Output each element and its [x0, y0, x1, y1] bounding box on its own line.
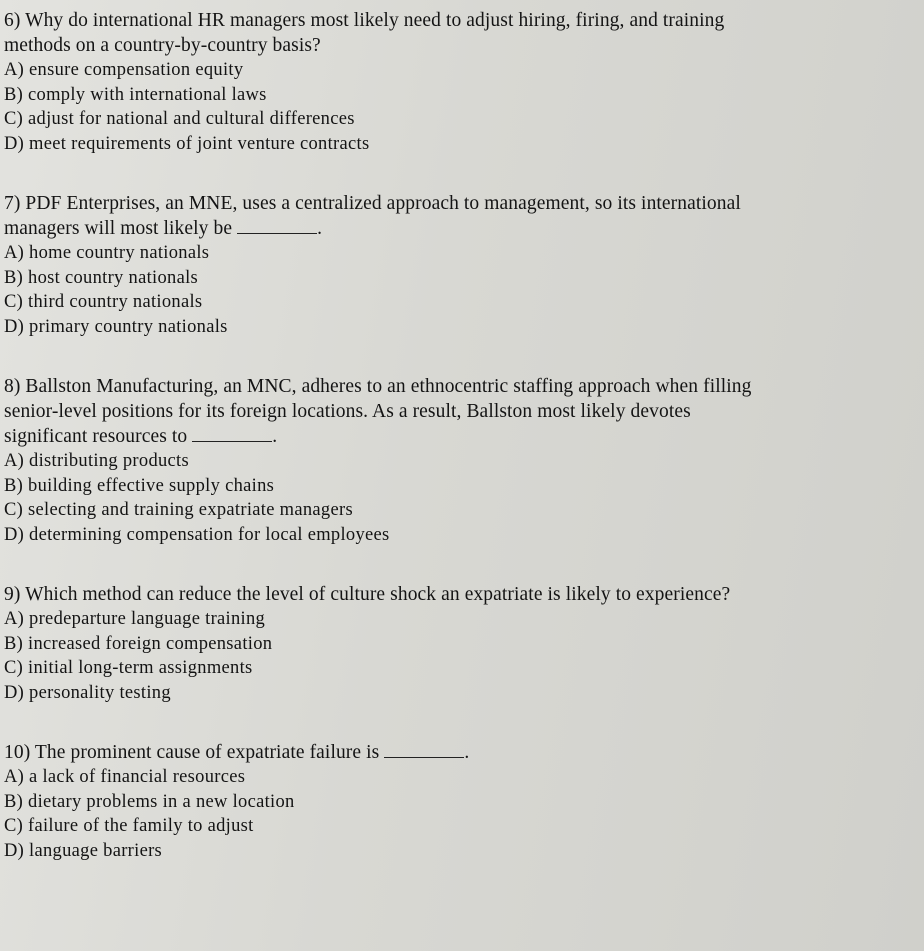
question-8	[4, 374, 904, 547]
answer-blank	[237, 217, 317, 234]
question-9-option-c: C) initial long-term assignments	[4, 658, 253, 678]
question-6-stem-line-1: 6) Why do international HR managers most likely need to adjust hiring, firing, and training	[4, 10, 725, 31]
question-7-stem-line-2	[4, 216, 904, 241]
question-6-option-a: A) ensure compensation equity	[4, 60, 244, 80]
question-10-option-d: D) language barriers	[4, 840, 163, 861]
question-10-stem-text: 10) The prominent cause of expatriate failure is	[4, 742, 380, 763]
question-8-option-a: A) distributing products	[4, 451, 189, 471]
question-10-option-a: A) a lack of financial resources	[4, 767, 246, 787]
question-10-stem-line-1	[4, 740, 904, 765]
question-6-stem-line-2: methods on a country-by-country basis?	[4, 35, 321, 56]
question-7-stem-text: managers will most likely be	[4, 218, 233, 239]
question-7-option-d: D) primary country nationals	[4, 316, 228, 337]
question-7	[4, 191, 904, 339]
question-9-stem-line-1: 9) Which method can reduce the level of culture shock an expatriate is likely to experience?	[4, 584, 731, 605]
question-7-options	[4, 241, 904, 339]
question-7-stem-line-1: 7) PDF Enterprises, an MNE, uses a centralized approach to management, so its international	[4, 193, 741, 214]
question-8-stem-line-1: 8) Ballston Manufacturing, an MNC, adheres to an ethnocentric staffing approach when filling	[4, 376, 752, 397]
question-9-option-a: A) predeparture language training	[4, 609, 266, 629]
question-7-option-c: C) third country nationals	[4, 292, 203, 312]
question-8-option-b: B) building effective supply chains	[4, 475, 275, 496]
question-9	[4, 582, 904, 705]
question-8-options	[4, 449, 904, 547]
question-6-option-d: D) meet requirements of joint venture contracts	[4, 133, 370, 154]
question-7-option-a: A) home country nationals	[4, 243, 210, 263]
question-8-blank-suffix: .	[272, 426, 278, 447]
question-8-stem-line-3	[4, 424, 904, 449]
question-9-option-b: B) increased foreign compensation	[4, 633, 273, 654]
answer-blank	[192, 425, 272, 442]
question-7-option-b: B) host country nationals	[4, 267, 199, 288]
question-7-blank-suffix: .	[317, 218, 323, 239]
question-6-option-b: B) comply with international laws	[4, 84, 267, 105]
question-sheet	[4, 8, 904, 863]
question-9-option-d: D) personality testing	[4, 682, 171, 703]
question-10	[4, 740, 904, 863]
question-8-stem-text: significant resources to	[4, 426, 188, 447]
question-10-blank-suffix: .	[464, 742, 470, 763]
question-6	[4, 8, 904, 156]
question-8-option-c: C) selecting and training expatriate managers	[4, 500, 353, 520]
question-8-option-d: D) determining compensation for local employees	[4, 524, 390, 545]
question-10-option-b: B) dietary problems in a new location	[4, 791, 295, 812]
question-9-options	[4, 607, 904, 705]
answer-blank	[384, 741, 464, 758]
question-10-option-c: C) failure of the family to adjust	[4, 816, 254, 836]
question-6-option-c: C) adjust for national and cultural differences	[4, 109, 355, 129]
question-8-stem-line-2: senior-level positions for its foreign locations. As a result, Ballston most likely devotes	[4, 401, 691, 422]
question-10-options	[4, 765, 904, 863]
question-6-options	[4, 58, 904, 156]
